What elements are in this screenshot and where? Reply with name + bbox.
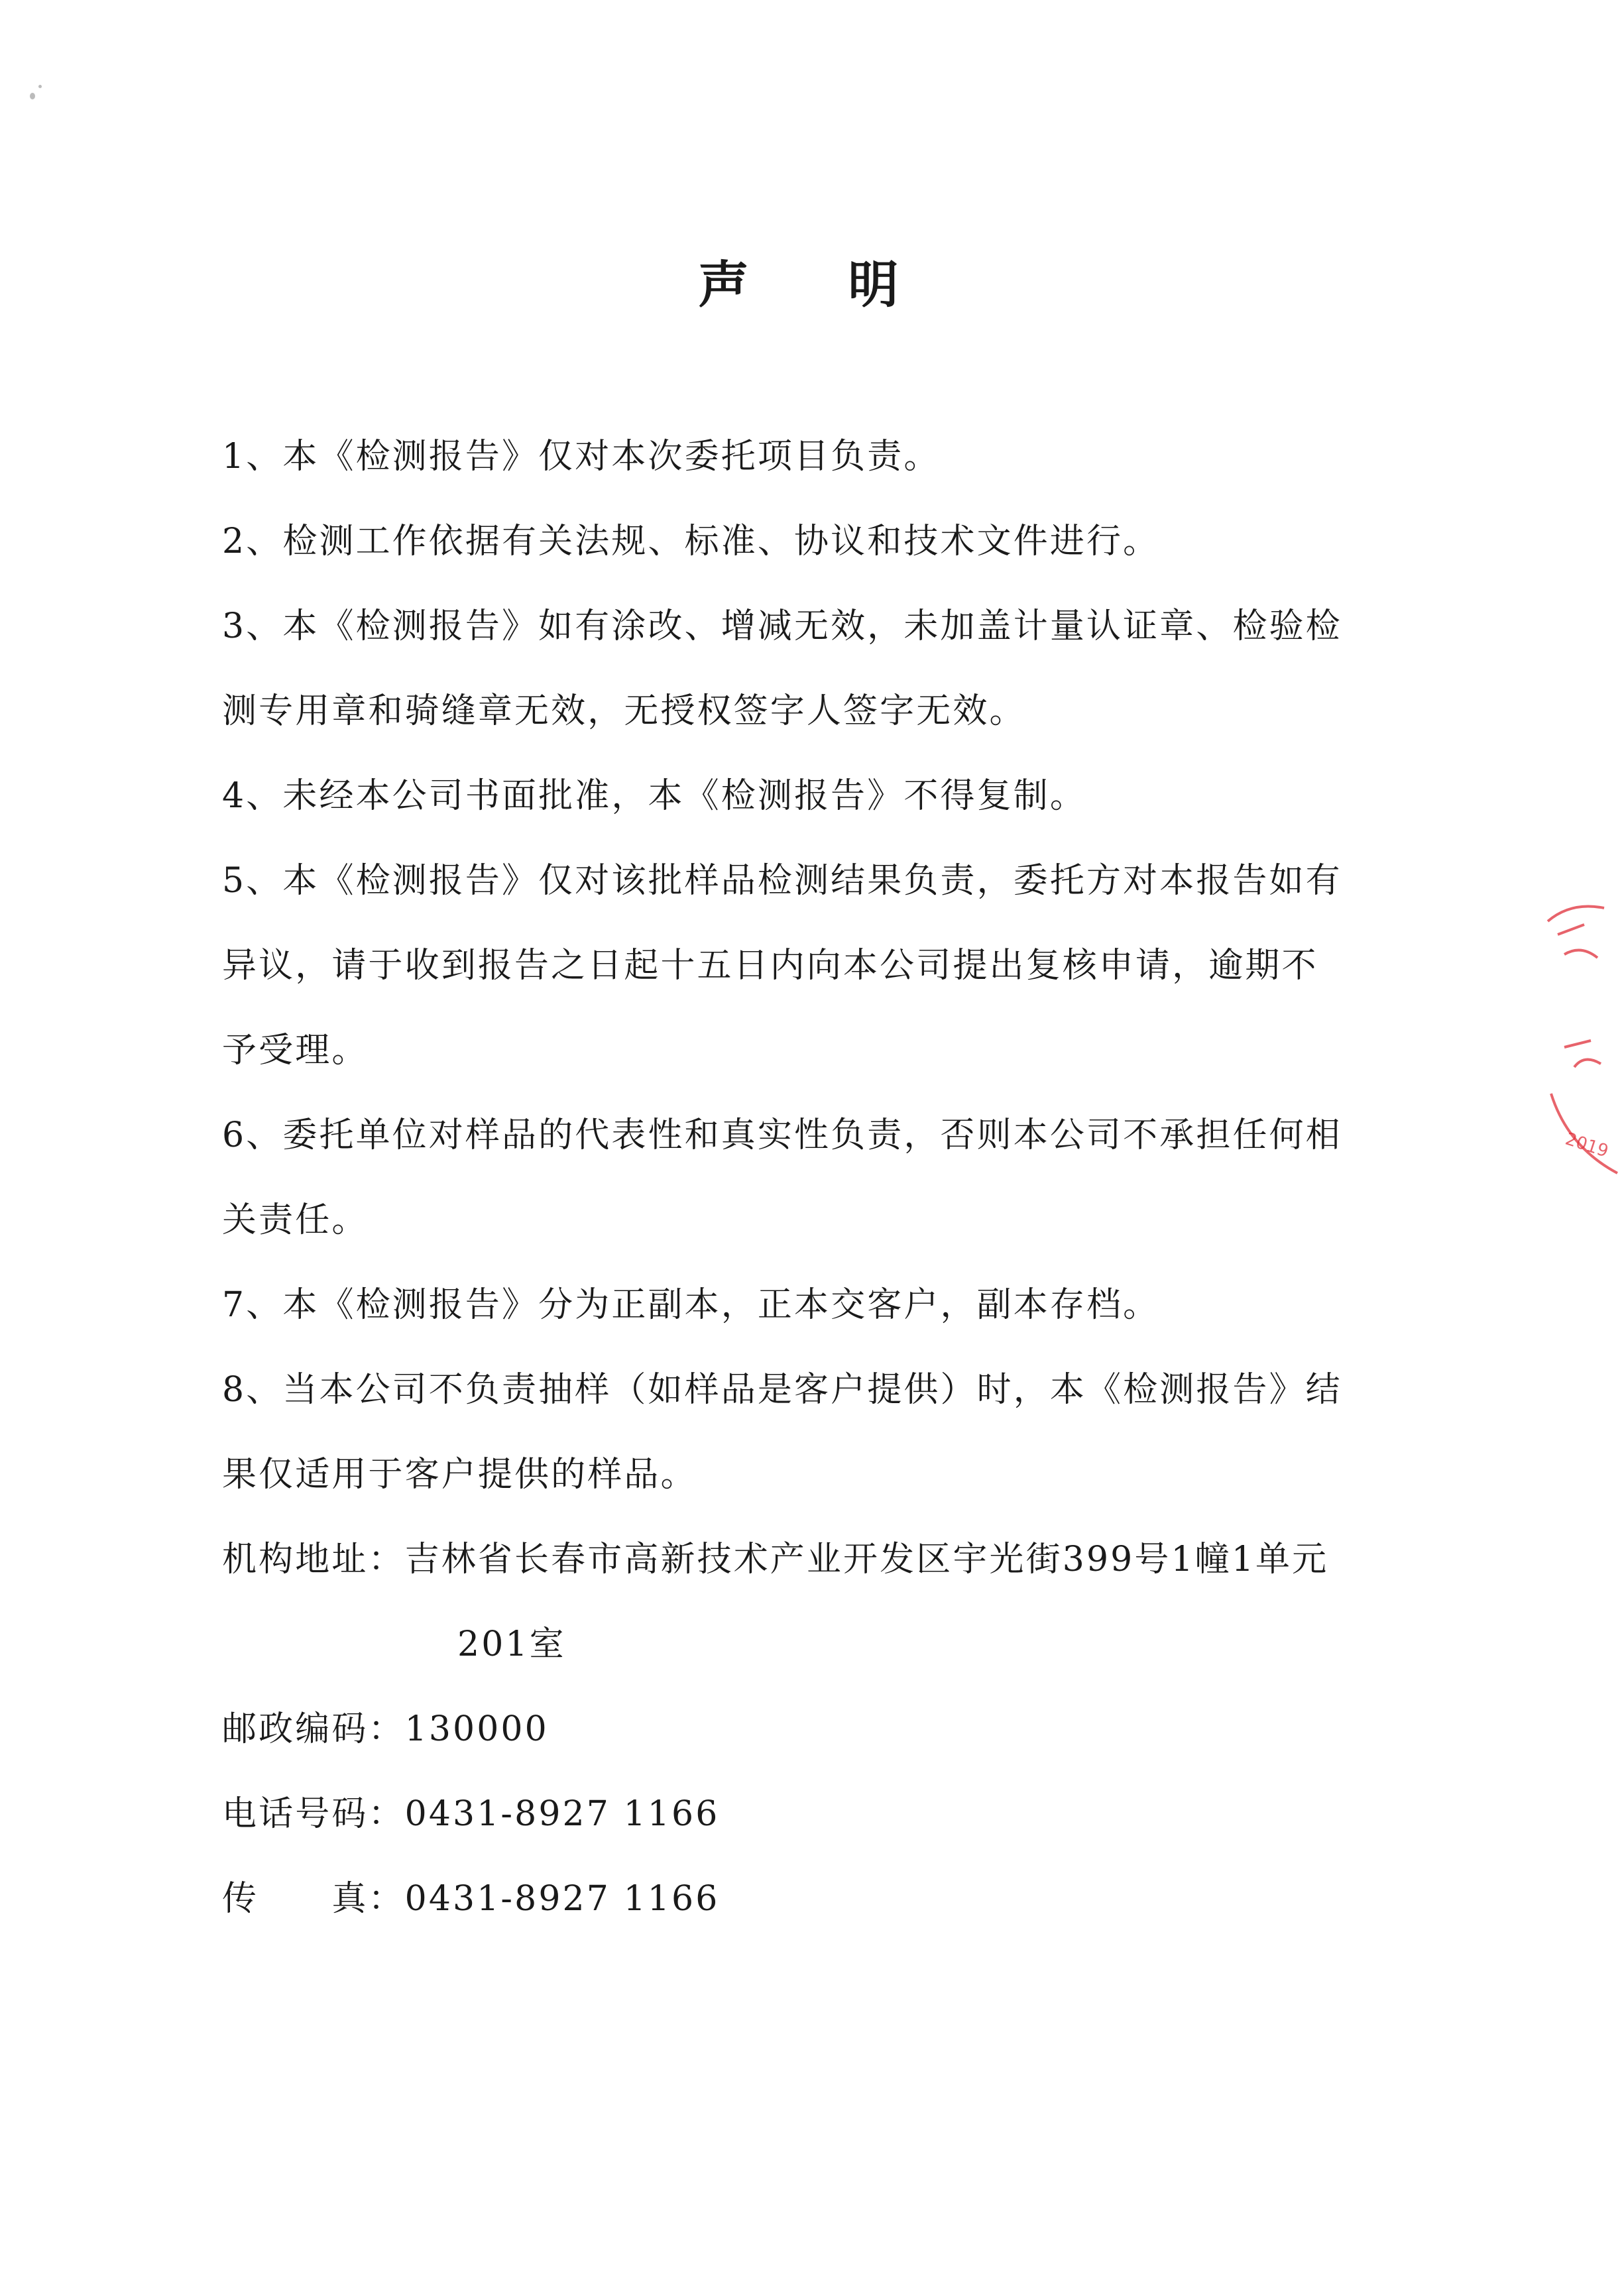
statement-line: 5、本《检测报告》仅对该批样品检测结果负责，委托方对本报告如有	[222, 861, 1342, 901]
page-title	[0, 252, 1597, 318]
statement-line: 8、当本公司不负责抽样（如样品是客户提供）时，本《检测报告》结	[222, 1370, 1342, 1410]
phone-label: 电话号码：	[222, 1794, 405, 1834]
statement-line: 异议，请于收到报告之日起十五日内向本公司提出复核申请，逾期不	[222, 946, 1318, 986]
stamp-stroke	[1574, 1060, 1601, 1067]
address-label: 机构地址：	[222, 1540, 405, 1579]
address-row-continued	[222, 1602, 1402, 1687]
address-value-line2: 201室	[457, 1624, 566, 1664]
stamp-stroke	[1564, 1041, 1591, 1047]
statement-item-7	[222, 1263, 1402, 1347]
statement-line: 予受理。	[222, 1031, 369, 1070]
statement-item-6	[222, 1093, 1402, 1263]
statement-line: 4、未经本公司书面批准，本《检测报告》不得复制。	[222, 776, 1086, 816]
stamp-stroke	[1558, 925, 1584, 935]
postcode-label: 邮政编码：	[222, 1709, 405, 1749]
statement-line: 测专用章和骑缝章无效，无授权签字人签字无效。	[222, 691, 1026, 731]
statement-line: 2、检测工作依据有关法规、标准、协议和技术文件进行。	[222, 522, 1160, 561]
scan-speck	[30, 93, 35, 99]
statement-line: 1、本《检测报告》仅对本次委托项目负责。	[222, 437, 941, 477]
seam-stamp-fragment	[1544, 895, 1624, 1213]
title-char-1: 声	[698, 255, 749, 314]
statement-item-5	[222, 838, 1402, 1093]
statement-item-2	[222, 499, 1402, 584]
statement-item-8	[222, 1347, 1402, 1517]
stamp-year-fragment: 2019	[1562, 1129, 1611, 1162]
statement-line: 关责任。	[222, 1200, 369, 1240]
phone-value: 0431-8927 1166	[404, 1794, 720, 1834]
statement-item-4	[222, 754, 1402, 838]
fax-value: 0431-8927 1166	[404, 1879, 720, 1919]
postcode-row	[222, 1687, 1402, 1772]
scan-speck	[38, 85, 42, 88]
fax-row	[222, 1856, 1402, 1941]
fax-label: 传 真：	[222, 1879, 405, 1919]
statement-line: 果仅适用于客户提供的样品。	[222, 1455, 697, 1495]
statement-body	[222, 414, 1402, 1941]
statement-item-1	[222, 414, 1402, 499]
address-value: 吉林省长春市高新技术产业开发区宇光街399号1幢1单元	[404, 1540, 1329, 1579]
statement-item-3	[222, 584, 1402, 754]
postcode-value: 130000	[404, 1709, 549, 1749]
title-char-2: 明	[848, 255, 899, 314]
statement-line: 7、本《检测报告》分为正副本，正本交客户，副本存档。	[222, 1285, 1160, 1325]
stamp-arc-bottom	[1551, 1094, 1617, 1173]
statement-line: 3、本《检测报告》如有涂改、增减无效，未加盖计量认证章、检验检	[222, 606, 1342, 646]
statement-line: 6、委托单位对样品的代表性和真实性负责，否则本公司不承担任何相	[222, 1115, 1342, 1155]
contact-info	[222, 1517, 1402, 1941]
stamp-arc-top	[1548, 907, 1604, 922]
address-row	[222, 1517, 1402, 1602]
phone-row	[222, 1772, 1402, 1856]
stamp-stroke	[1564, 950, 1597, 958]
